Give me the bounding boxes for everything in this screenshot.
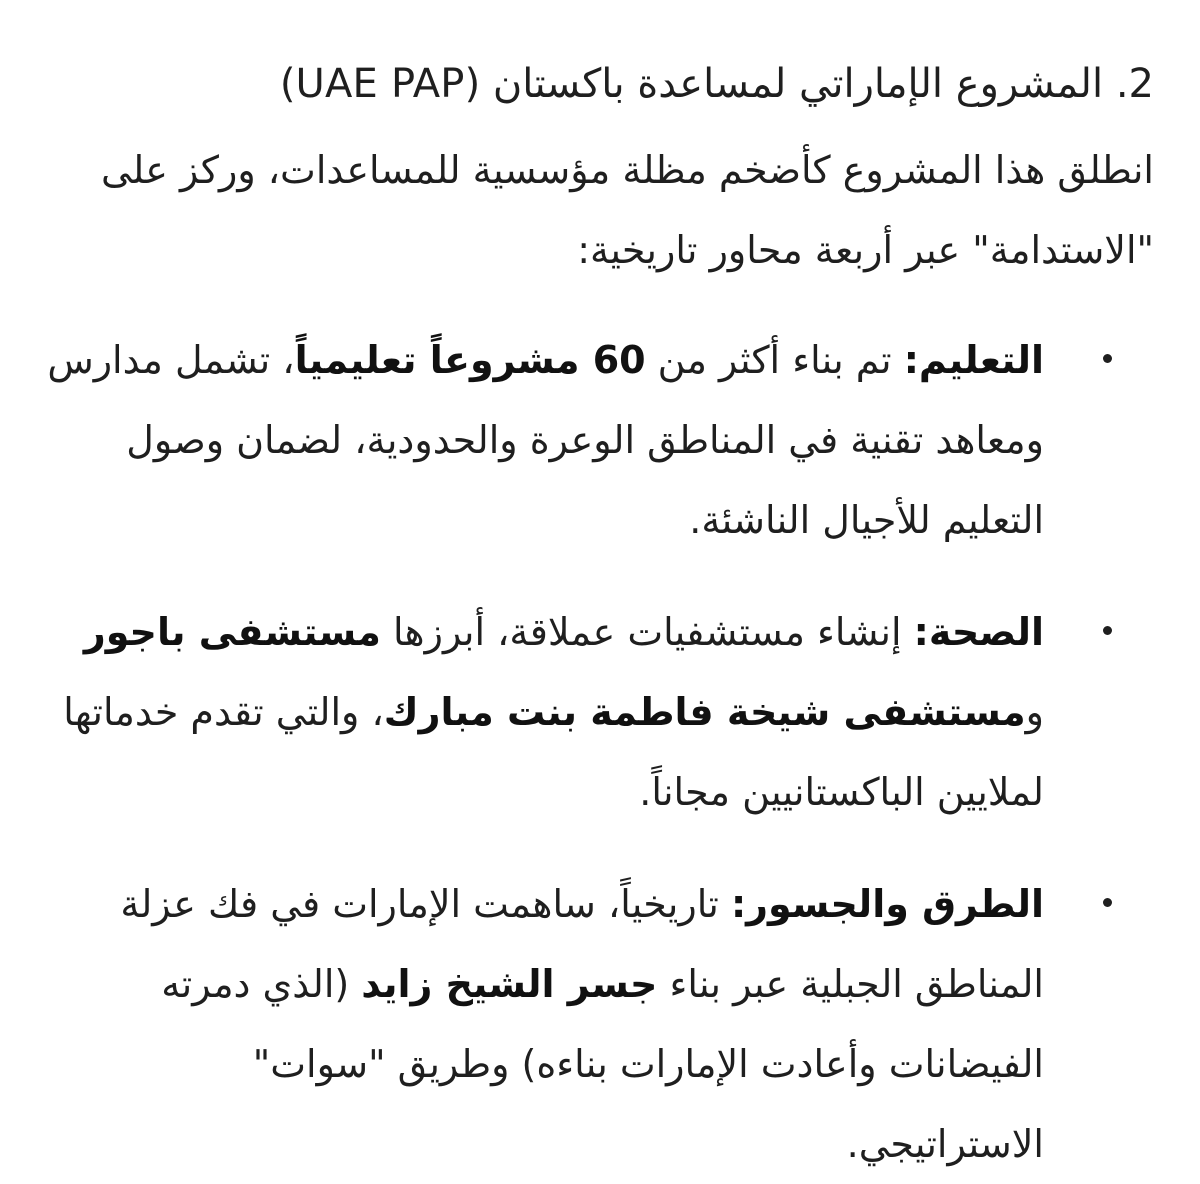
bullet-text: ، والتي تقدم خدماتها لملايين الباكستانيين مجاناً. [63,690,1044,814]
bullet-title: الطرق والجسور: [730,882,1044,926]
bullet-text: إنشاء مستشفيات عملاقة، أبرزها [380,610,914,654]
bullet-highlight: مستشفى باجور [83,610,381,654]
bullet-health [46,592,1154,832]
bullet-dot-icon [1103,354,1112,363]
bullet-highlight: مستشفى شيخة فاطمة بنت مبارك [383,690,1026,734]
bullet-text: تاريخياً، ساهمت الإمارات في فك عزلة المناطق الجبلية عبر بناء [120,882,1044,1006]
bullet-highlight: جسر الشيخ زايد [361,962,658,1006]
bullet-highlight: 60 مشروعاً تعليمياً [294,338,646,382]
bullet-text: و [1025,690,1044,734]
bullet-text: ، تشمل مدارس ومعاهد تقنية في المناطق الوعرة والحدودية، لضمان وصول التعليم للأجيال الناشئة. [47,338,1044,542]
bullet-title: التعليم: [903,338,1044,382]
bullet-text: (الذي دمرته الفيضانات وأعادت الإمارات بناءه) وطريق "سوات" الاستراتيجي. [161,962,1044,1166]
bullet-education [46,320,1154,560]
bullet-list [46,320,1154,1184]
bullet-dot-icon [1103,898,1112,907]
bullet-text: تم بناء أكثر من [645,338,904,382]
bullet-title: الصحة: [913,610,1044,654]
section-heading: 2. المشروع الإماراتي لمساعدة باكستان (UAE PAP) [279,61,1154,107]
intro-paragraph: انطلق هذا المشروع كأضخم مظلة مؤسسية للمساعدات، وركز على "الاستدامة" عبر أربعة محاور تاريخية: [100,148,1154,272]
bullet-dot-icon [1103,626,1112,635]
bullet-roads-bridges [46,864,1154,1184]
